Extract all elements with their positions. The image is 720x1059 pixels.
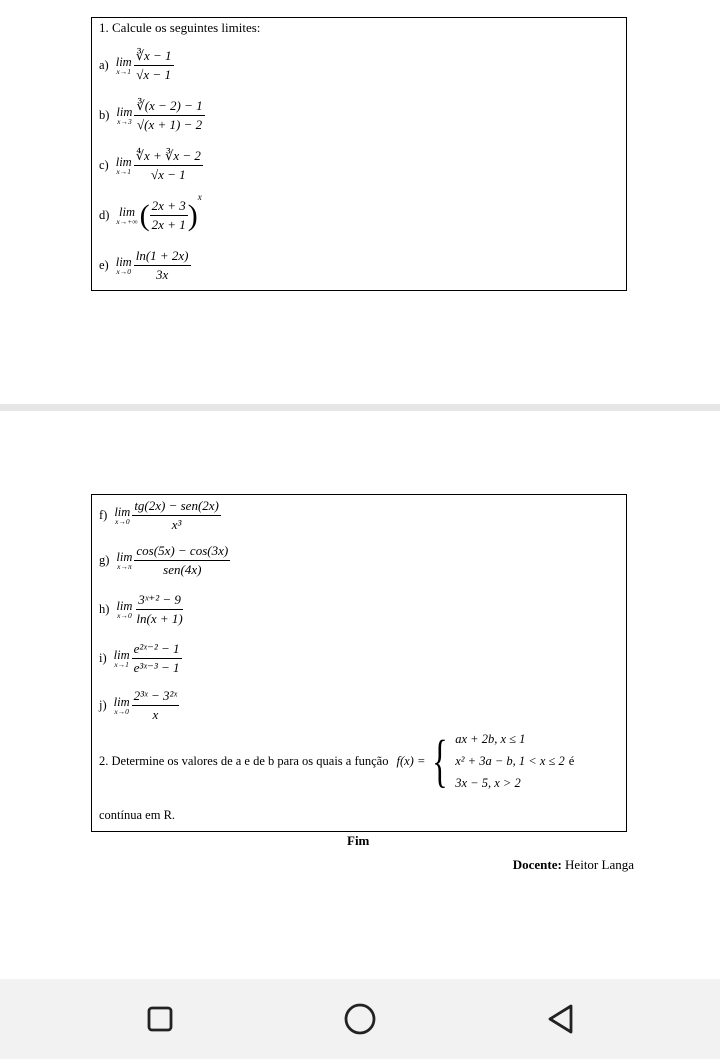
function-name: f(x) =	[396, 753, 426, 768]
home-icon[interactable]	[342, 1001, 378, 1037]
limit-item-f: f) lim x→0 $\frac{\text{tg(2x) − sen(2x)}}{\text{x³}}$	[99, 498, 219, 532]
problem-2-text: 2. Determine os valores de a e de b para os quais a função	[99, 753, 389, 768]
limit-item-a: a) lim x→1 $\frac{∛x - 1}{√x - 1}$	[99, 48, 172, 82]
limit-item-b: b) lim x→3 $\frac{∛(x - 2) - 1}{√(x + 1) - 2}$	[99, 98, 203, 132]
limit-item-e: e) lim x→0 $\frac{\ln(1 + 2x)}{3x}$	[99, 248, 189, 282]
teacher-credit: Docente: Heitor Langa	[512, 857, 634, 872]
end-label: Fim	[347, 833, 370, 848]
problem-2: 2. Determine os valores de a e de b para os quais a função f(x) = { ax + 2b, x ≤ 1 x² + 3a − b, 1 < x ≤ 2 3x − 5, x > 2 é	[99, 728, 575, 793]
limit-item-c: c) lim x→1 $\frac{∜x + ∛x - 2}{√x - 1}$	[99, 148, 201, 182]
back-icon[interactable]	[542, 1001, 578, 1037]
exercise-box-1	[91, 17, 627, 291]
piecewise-cases: ax + 2b, x ≤ 1 x² + 3a − b, 1 < x ≤ 2 3x − 5, x > 2	[455, 732, 565, 790]
exercise-box-2	[91, 494, 627, 832]
system-navbar	[0, 979, 720, 1059]
limit-item-g: g) lim x→π $\frac{\cos(5x) - \cos(3x)}{\text{sen(4x)}}$	[99, 543, 229, 577]
limit-item-h: h) lim x→0 $\frac{\text{3ˣ⁺² − 9}}{\ln(x + 1)}$	[99, 592, 183, 626]
recent-apps-icon[interactable]	[142, 1001, 178, 1037]
problem-2-end: contínua em R.	[99, 808, 176, 822]
limit-item-d: d) lim x→+∞ ( $\frac{2x + 3}{2x + 1}$ ) x	[99, 192, 202, 232]
limit-item-i: i) lim x→1 $\frac{\text{e²ˣ⁻² − 1}}{\text{e³ˣ⁻³ − 1}}$	[99, 641, 180, 675]
exercise-heading: 1. Calcule os seguintes limites:	[99, 20, 261, 35]
limit-item-j: j) lim x→0 $\frac{\text{2³ˣ − 3²ˣ}}{x}$	[99, 688, 178, 722]
page-divider	[0, 404, 720, 411]
